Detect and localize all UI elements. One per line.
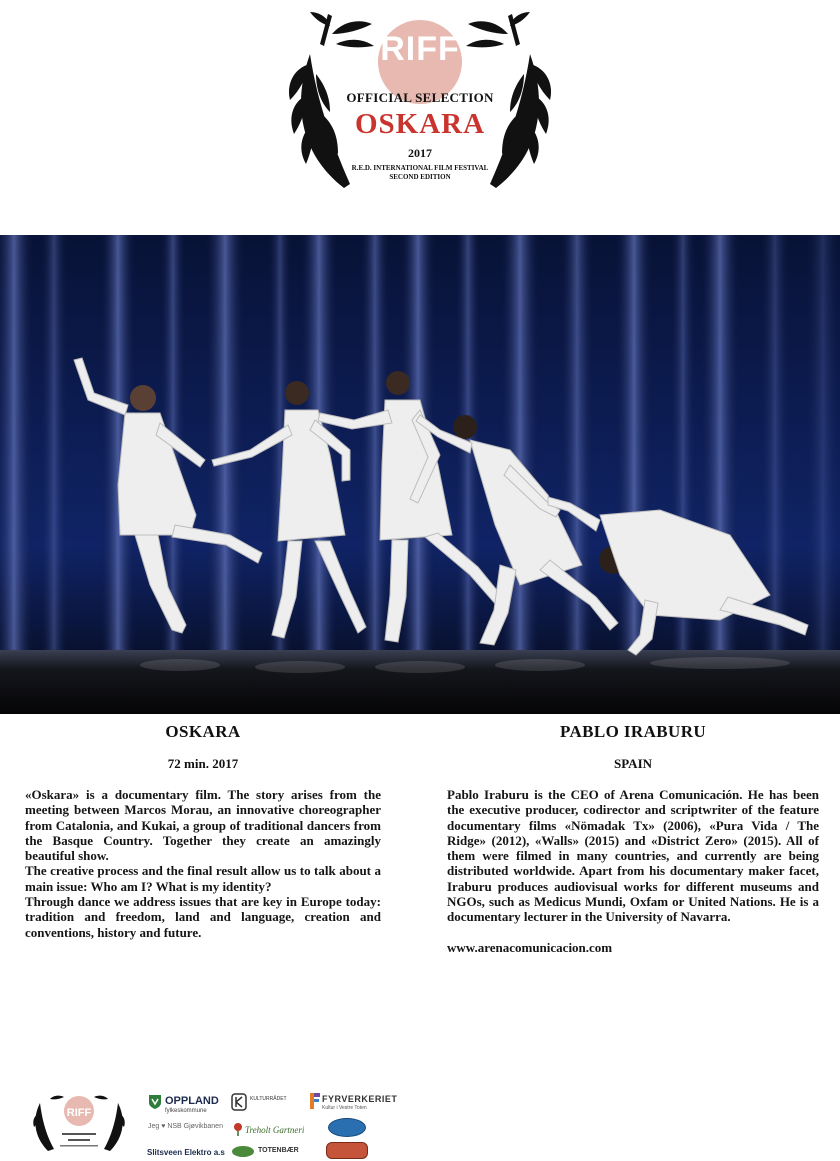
sponsor-badge-icon	[326, 1142, 368, 1159]
kulturradet-mark-icon	[231, 1093, 247, 1111]
synopsis-paragraph: Through dance we address issues that are key in Europe today: tradition and freedom, land and language, creation and conventions, history and future.	[25, 894, 381, 940]
official-selection-label: OFFICIAL SELECTION	[346, 90, 494, 105]
slitsveen-logo-text: Slitsveen Elektro a.s	[147, 1148, 225, 1157]
film-synopsis	[25, 787, 381, 940]
badge-edition: SECOND EDITION	[389, 173, 451, 181]
official-selection-badge	[280, 4, 560, 204]
sponsor-footer	[0, 1085, 840, 1161]
stage-photo	[0, 235, 840, 714]
totenflak-logo-icon	[328, 1118, 366, 1137]
oppland-shield-icon	[148, 1094, 162, 1110]
fyrverkeriet-subtitle: Kultur i Vestre Toten	[322, 1105, 367, 1111]
badge-festival-name: R.E.D. INTERNATIONAL FILM FESTIVAL	[351, 164, 489, 172]
synopsis-paragraph: The creative process and the final result allow us to talk about a main issue: Who am I? What is my identity?	[25, 863, 381, 894]
treholt-logo-text: Treholt Gartneri	[245, 1125, 305, 1135]
svg-text:RIFF: RIFF	[66, 1107, 92, 1119]
riff-logo-text: RIFF	[380, 30, 460, 68]
website-link[interactable]: www.arenacomunicacion.com	[447, 939, 613, 955]
kulturradet-logo-text: KULTURRÅDET	[250, 1096, 287, 1102]
totenbaer-logo-text: TOTENBÆR	[258, 1147, 299, 1154]
badge-year: 2017	[408, 146, 432, 160]
director-country: SPAIN	[613, 756, 653, 771]
riff-mini-logo	[30, 1091, 128, 1153]
synopsis-paragraph: «Oskara» is a documentary film. The story arises from the meeting between Marcos Morau, an innovative choreographer from Catalonia, and Kukai, a group of traditional dancers from the Basque Country. Together they create an amazingly beautiful show.	[25, 787, 381, 864]
rose-icon	[232, 1122, 244, 1136]
director-column	[447, 722, 819, 955]
oppland-logo-text: OPPLAND	[165, 1095, 219, 1107]
film-title: OSKARA	[165, 722, 241, 741]
badge-film-title: OSKARA	[354, 108, 486, 140]
director-bio-block	[447, 787, 819, 925]
totenbaer-emblem-icon	[232, 1146, 254, 1157]
oppland-subtitle: fylkeskommune	[165, 1108, 207, 1114]
nsb-logo-text: Jeg ♥ NSB Gjøvikbanen	[148, 1123, 223, 1130]
film-duration-year: 72 min. 2017	[167, 756, 239, 771]
film-column	[25, 722, 381, 940]
director-name: PABLO IRABURU	[559, 722, 707, 741]
director-bio: Pablo Iraburu is the CEO of Arena Comunicación. He has been the executive producer, codirector and scriptwriter of the feature documentary films «Nömadak Tx» (2006), «Pura Vida / The Ridge» (2012), «Walls» (2015) and «District Zero» (2015). All of them were filmed in many countries, and currently are being distributed worldwide. Apart from his documentary maker facet, Iraburu produces audiovisual works for different museums and NGOs, such as Medicus Mundi, Oxfam or United Nations. He is a documentary lecturer in the University of Navarra.	[447, 787, 819, 925]
fyrverkeriet-logo-text: FYRVERKERIET	[322, 1094, 398, 1104]
fyrverkeriet-mark-icon	[309, 1092, 321, 1110]
